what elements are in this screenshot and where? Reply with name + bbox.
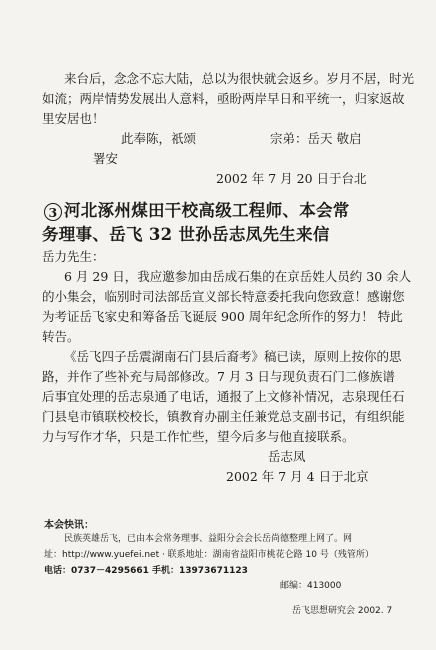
letter1-line: 来台后，念念不忘大陆，总以为很快就会返乡。岁月不居，时光 [64, 71, 415, 86]
letter2-para2-line: 《岳飞四子岳震湖南石门县后裔考》稿已读，原则上按你的思 [64, 349, 402, 364]
letter2-para2-line: 路，并作了些补充与局部修改。7 月 3 日与现负责石门二修族谱 [42, 369, 395, 384]
footer-contact-phone: 电话：0737－4295661 手机：13973671123 [44, 566, 248, 576]
letter1-greeting: 署安 [93, 151, 119, 166]
letter1-date: 2002 年 7 月 20 日于台北 [216, 171, 367, 186]
footer-label: 本会快讯： [44, 520, 94, 531]
letter2-para1-line: 6 月 29 日，我应邀参加由岳成石集的在京岳姓人员约 30 余人 [64, 269, 412, 284]
letter2-para2-line: 门县皂市镇联校校长，镇教育办副主任兼党总支副书记，有组织能 [42, 409, 405, 424]
letter2-signature: 岳志凤 [268, 449, 306, 464]
letter1-signature: 宗弟：岳天 敬启 [270, 131, 362, 146]
letter1-closing: 此奉陈，祇颂 [121, 131, 197, 146]
section-title-line1: 河北涿州煤田干校高级工程师、本会常 [64, 201, 350, 220]
footer-line1: 民族英雄岳飞，已由本会常务理事、益阳分会会长岳尚德整理上网了。网 [64, 534, 353, 544]
section-heading [44, 202, 350, 221]
footer-line2: 址：http://www.yuefei.net · 联系地址：湖南省益阳市桃花仑路 10 号（残管所） [44, 550, 374, 560]
footer-postcode: 邮编：413000 [280, 581, 342, 591]
letter2-para1-line: 的小集会，临别时司法部岳宣义部长特意委托我向您致意！感谢您 [42, 289, 405, 304]
letter2-date: 2002 年 7 月 4 日于北京 [226, 469, 369, 484]
letter2-para1-line: 转告。 [42, 329, 80, 344]
letter2-para2-line: 力与写作才华，只是工作忙些，望今后多与他直接联系。 [42, 429, 355, 444]
letter1-line: 里安居也！ [42, 111, 105, 126]
section-title-line2: 务理事、岳飞 32 世孙岳志凤先生来信 [42, 225, 330, 244]
section-number-circle: 3 [44, 203, 62, 221]
letter2-para1-line: 为考证岳飞家史和筹备岳飞诞辰 900 周年纪念所作的努力！ 特此 [42, 309, 403, 324]
letter2-salutation: 岳力先生： [42, 249, 105, 264]
footer-organization: 岳飞思想研究会 2002. 7 [292, 606, 393, 616]
letter1-line: 如流；两岸情势发展出人意料，亟盼两岸早日和平统一，归家返故 [42, 91, 405, 106]
letter2-para2-line: 后事宜处理的岳志泉通了电话，通报了上文修补情况，志泉现任石 [42, 389, 405, 404]
